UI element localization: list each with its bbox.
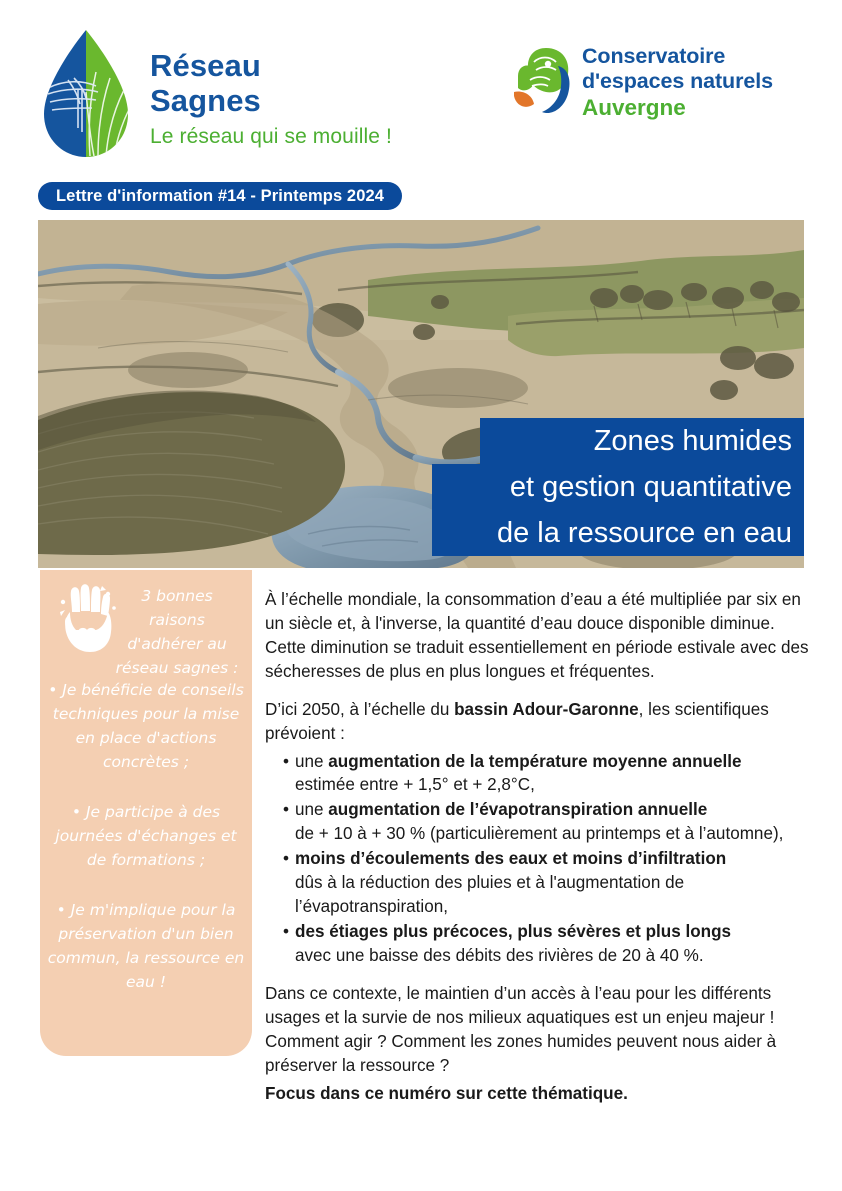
bullet-2-rest: de + 10 à + 30 % (particulièrement au printemps et à l’automne), [295, 824, 784, 844]
cen-line2: d'espaces naturels [582, 69, 773, 94]
article-paragraph-3: Dans ce contexte, le maintien d’un accès à l’eau pour les différents usages et la survie de nos milieux aquatiques est un enjeu majeur ! Comment agir ? Comment les zones humides peuvent nous aider à préserver la ressource ? [265, 983, 777, 1075]
closing-bold-text: Focus dans ce numéro sur cette thématique. [265, 1083, 628, 1103]
list-item [265, 750, 810, 798]
sidebar-reason-1: • Je bénéficie de conseils techniques pour la mise en place d'actions concrètes ; [48, 681, 244, 772]
logo-tagline: Le réseau qui se mouille ! [150, 125, 392, 149]
cover-title-line2: et gestion quantitative [432, 464, 804, 510]
bullet-1-rest: estimée entre + 1,5° et + 2,8°C, [295, 775, 535, 795]
cen-line1: Conservatoire [582, 44, 726, 68]
sidebar-reason-2: • Je participe à des journées d'échanges et de formations ; [55, 803, 237, 870]
membership-reasons-panel [40, 570, 252, 1056]
bullet-1-lead: une [295, 751, 329, 771]
forecast-list [265, 750, 810, 968]
article-closing-line [265, 1082, 810, 1106]
bullet-2-bold: augmentation de l’évapotranspiration annuelle [328, 800, 708, 820]
cover-title-line1: Zones humides [480, 418, 804, 464]
article-paragraph-2 [265, 698, 810, 746]
bullet-3-bold: moins d’écoulements des eaux et moins d’infiltration [295, 849, 727, 869]
water-drop-icon [38, 28, 134, 160]
cen-wordmark [582, 44, 773, 122]
bullet-2-lead: une [295, 800, 329, 820]
cen-region: Auvergne [582, 95, 686, 121]
logo-conservatoire-espaces-naturels [512, 44, 812, 149]
bullet-4-rest: avec une baisse des débits des rivières de 20 à 40 %. [295, 945, 704, 965]
cover-title-line3: de la ressource en eau [432, 510, 804, 556]
article-body [265, 588, 810, 1119]
cen-emblem-icon [512, 46, 574, 118]
list-item [265, 920, 810, 968]
para2-tail: , les scientifiques prévoient : [265, 699, 769, 743]
para2-emphasis: bassin Adour-Garonne [454, 699, 639, 719]
list-item [265, 798, 810, 846]
sidebar-reason-3: • Je m'implique pour la préservation d'un bien commun, la ressource en eau ! [47, 901, 245, 992]
list-item [265, 847, 810, 919]
bullet-3-rest: dûs à la réduction des pluies et à l'augmentation de l’évapotranspiration, [295, 873, 685, 917]
logo-title-line2: Sagnes [150, 83, 261, 119]
logo-reseau-sagnes [38, 28, 428, 168]
newsletter-issue-badge [38, 182, 402, 210]
article-paragraph-1: À l’échelle mondiale, la consommation d’eau a été multipliée par six en un siècle et, à l'inverse, la quantité d’eau douce disponible diminue. Cette diminution se traduit essentiellement en période estivale avec des sécheresses de plus en plus longues et fréquentes. [265, 590, 809, 681]
bullet-4-bold: des étiages plus précoces, plus sévères et plus longs [295, 921, 732, 941]
logo-wordmark [150, 48, 450, 149]
sidebar-reasons-list [46, 678, 246, 994]
logo-title-line1: Réseau [150, 48, 261, 83]
sidebar-heading: 3 bonnes raisons d'adhérer au réseau sagnes : [115, 587, 239, 678]
para2-lead: D’ici 2050, à l’échelle du [265, 699, 455, 719]
hand-heart-icon [56, 582, 118, 656]
newsletter-issue-label: Lettre d'information #14 - Printemps 2024 [56, 186, 385, 205]
bullet-1-bold: augmentation de la température moyenne annuelle [328, 751, 742, 771]
cover-title [432, 418, 804, 556]
page-header [0, 0, 842, 175]
